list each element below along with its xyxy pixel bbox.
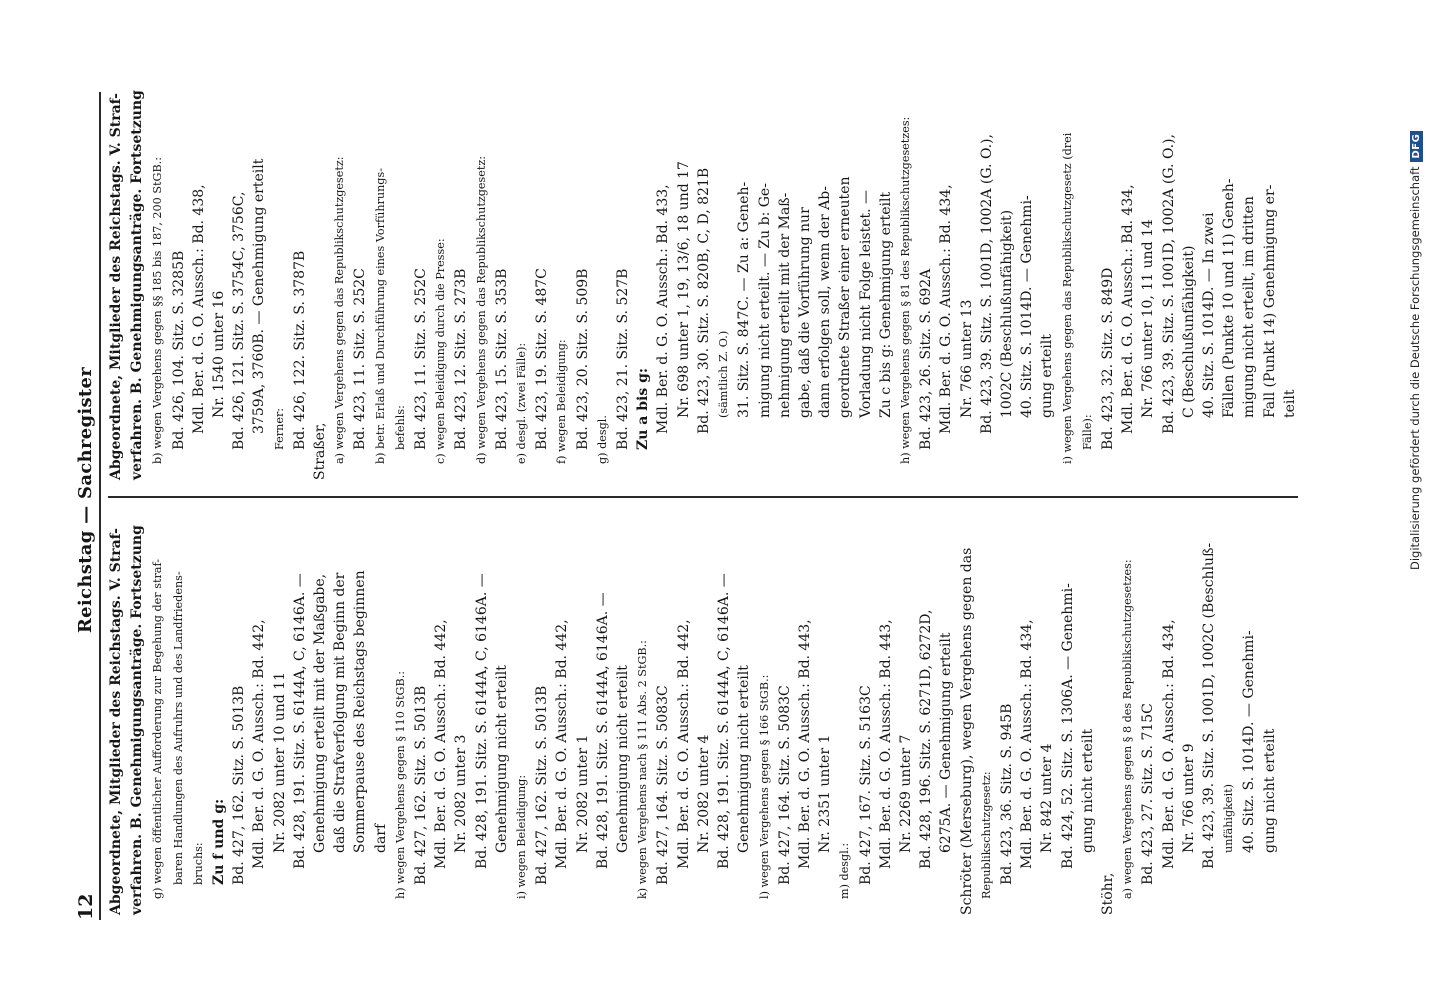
index-entry-line: l) wegen Vergehens gegen § 166 StGB.: xyxy=(757,674,771,899)
index-entry-line: Mdl. Ber. d. G. O. Aussch.: Bd. 442, xyxy=(433,619,450,869)
column-divider xyxy=(108,496,1298,498)
running-head: Reichstag — Sachregister xyxy=(75,366,96,634)
index-entry-line: Genehmigung nicht erteilt xyxy=(493,665,510,853)
index-entry-line: e) desgl. (zwei Fälle): xyxy=(515,342,529,464)
header-rule xyxy=(99,92,101,920)
index-entry-line: Bd. 427, 162. Sitz. S. 5013B xyxy=(534,685,551,885)
index-entry-line: Nr. 2082 unter 3 xyxy=(453,734,470,853)
index-entry-line: Bd. 427, 164. Sitz. S. 5083C xyxy=(655,685,672,885)
index-entry-line: Bd. 423, 12. Sitz. S. 273B xyxy=(453,268,470,450)
index-entry-line: Bd. 427, 167. Sitz. S. 5163C xyxy=(857,685,874,885)
index-entry-line: Bd. 428, 191. Sitz. S. 6144A, C, 6146A. — xyxy=(716,573,733,869)
index-entry-line: unfähigkeit) xyxy=(1222,783,1236,853)
index-entry-line: (sämtlich Z. O.) xyxy=(717,330,731,418)
index-entry-line: Nr. 2082 unter 10 und 11 xyxy=(271,672,288,853)
index-entry-line: Bd. 423, 39. Sitz. S. 1001D, 1002A (G. O.), xyxy=(978,134,995,434)
index-entry-line: darf xyxy=(372,823,389,853)
right-column-heading: Abgeordnete, Mitglieder des Reichstags. V. Straf- xyxy=(108,93,124,480)
index-entry-line: gung nicht erteilt xyxy=(1261,728,1278,853)
index-entry-line: Mdl. Ber. d. G. O. Aussch.: Bd. 443, xyxy=(877,619,894,869)
index-entry-line: Fall (Punkt 14) Genehmigung er- xyxy=(1261,184,1278,418)
index-entry-line: Bd. 423, 36. Sitz. S. 945B xyxy=(998,703,1015,885)
right-column xyxy=(106,75,1300,480)
index-entry-line: a) wegen Vergehens gegen das Republikschutzgesetz: xyxy=(333,156,347,464)
index-entry-line: bruchs: xyxy=(191,842,205,885)
index-entry-line: Ferner: xyxy=(272,407,286,450)
index-entry-line: Mdl. Ber. d. G. O. Aussch.: Bd. 442, xyxy=(675,619,692,869)
index-entry-line: Bd. 423, 20. Sitz. S. 509B xyxy=(574,268,591,450)
index-entry-line: dann erfolgen soll, wenn der Ab- xyxy=(817,186,834,418)
index-entry-line: a) wegen Vergehens gegen § 8 des Republikschutzgesetzes: xyxy=(1121,559,1135,899)
index-entry-line: Bd. 423, 19. Sitz. S. 487C xyxy=(534,268,551,450)
index-entry-line: 40. Sitz. S. 1014D. — Genehmi- xyxy=(1241,630,1258,853)
index-entry-line: baren Handlungen des Aufruhrs und des Landfriedens- xyxy=(171,571,185,885)
index-entry-line: C (Beschlußunfähigkeit) xyxy=(1180,245,1197,418)
index-entry-line: Bd. 423, 11. Sitz. S. 252C xyxy=(413,268,430,450)
index-entry-line: h) wegen Vergehens gegen § 81 des Republikschutzgesetzes: xyxy=(898,116,912,464)
index-entry-line: Nr. 2269 unter 7 xyxy=(897,734,914,853)
index-entry-line: Schröter (Merseburg), wegen Vergehens gegen das xyxy=(958,547,975,915)
index-entry-line: Fällen (Punkte 10 und 11) Geneh- xyxy=(1221,178,1238,418)
index-entry-line: migung nicht erteilt. — Zu b: Ge- xyxy=(756,183,773,418)
index-entry-line: Stöhr, xyxy=(1099,872,1116,915)
index-entry-line: 40. Sitz. S. 1014D. — Genehmi- xyxy=(1019,195,1036,418)
index-entry-line: Zu a bis g: xyxy=(635,367,652,450)
index-entry-line: Bd. 428, 191. Sitz. S. 6144A, 6146A. — xyxy=(594,592,611,869)
index-entry-line: f) wegen Beleidigung: xyxy=(555,339,569,464)
index-entry-line: Straßer, xyxy=(312,422,329,480)
index-entry-line: daß die Strafverfolgung mit Beginn der xyxy=(332,572,349,853)
index-entry-line: Mdl. Ber. d. G. O. Aussch.: Bd. 434, xyxy=(938,184,955,434)
index-entry-line: i) wegen Beleidigung: xyxy=(515,774,529,899)
index-entry-line: Bd. 423, 39. Sitz. S. 1001D, 1002A (G. O.), xyxy=(1160,134,1177,434)
index-entry-line: gabe, daß die Vorführung nur xyxy=(796,207,813,418)
index-entry-line: h) wegen Vergehens gegen § 110 StGB.: xyxy=(393,670,407,899)
index-entry-line: Bd. 426, 104. Sitz. S. 3285B xyxy=(170,250,187,450)
index-entry-line: Mdl. Ber. d. G. O. Aussch.: Bd. 443, xyxy=(796,619,813,869)
index-entry-line: Bd. 427, 164. Sitz. S. 5083C xyxy=(776,685,793,885)
index-entry-line: Mdl. Ber. d. G. O. Aussch.: Bd. 442, xyxy=(251,619,268,869)
index-entry-line: Bd. 423, 26. Sitz. S. 692A xyxy=(918,268,935,450)
right-column-subheading: verfahren. B. Genehmigungsanträge. Fortsetzung xyxy=(129,90,146,480)
index-entry-line: Nr. 2082 unter 1 xyxy=(574,734,591,853)
digitization-footer xyxy=(1408,0,1428,570)
left-column xyxy=(106,510,1280,915)
dfg-logo: DFG xyxy=(1410,131,1423,162)
digitization-note: Digitalisierung gefördert durch die Deutsche Forschungsgemeinschaft xyxy=(1408,166,1422,570)
index-entry-line: Republikschutzgesetz: xyxy=(979,771,993,899)
index-entry-line: Zu c bis g: Genehmigung erteilt xyxy=(877,191,894,418)
index-entry-line: Fälle): xyxy=(1080,414,1094,450)
index-entry-line: teilt xyxy=(1281,389,1298,418)
index-entry-line: Bd. 423, 21. Sitz. S. 527B xyxy=(615,268,632,450)
index-entry-line: Bd. 426, 121. Sitz. S. 3754C, 3756C, xyxy=(231,191,248,450)
index-entry-line: gung erteilt xyxy=(1039,334,1056,418)
left-column-subheading: verfahren. B. Genehmigungsanträge. Fortsetzung xyxy=(129,525,146,915)
index-entry-line: 31. Sitz. S. 847C. — Zu a: Geneh- xyxy=(736,181,753,418)
index-entry-line: Bd. 428, 191. Sitz. S. 6144A, C, 6146A. — xyxy=(291,573,308,869)
index-entry-line: Sommerpause des Reichstags beginnen xyxy=(352,570,369,853)
index-entry-line: Bd. 423, 15. Sitz. S. 353B xyxy=(493,268,510,450)
index-entry-line: Nr. 766 unter 13 xyxy=(958,299,975,418)
index-entry-line: Genehmigung erteilt mit der Maßgabe, xyxy=(312,573,329,853)
index-entry-line: Nr. 2082 unter 4 xyxy=(695,734,712,853)
index-entry-line: nehmigung erteilt mit der Maß- xyxy=(776,192,793,418)
index-entry-line: Bd. 423, 11. Sitz. S. 252C xyxy=(352,268,369,450)
index-entry-line: m) desgl.: xyxy=(838,842,852,899)
index-entry-line: geordnete Straßer einer erneuten xyxy=(837,176,854,418)
index-entry-line: Nr. 698 unter 1, 19, 13/6, 18 und 17 xyxy=(675,161,692,418)
index-entry-line: Bd. 423, 39. Sitz. S. 1001D, 1002C (Beschluß- xyxy=(1200,542,1217,869)
index-entry-line: 6275A. — Genehmigung erteilt xyxy=(938,632,955,853)
index-entry-line: Bd. 423, 32. Sitz. S. 849D xyxy=(1099,267,1116,450)
index-entry-line: Bd. 428, 191. Sitz. S. 6144A, C, 6146A. — xyxy=(473,573,490,869)
index-entry-line: d) wegen Vergehens gegen das Republikschutzgesetz: xyxy=(474,155,488,464)
index-entry-line: Bd. 426, 122. Sitz. S. 3787B xyxy=(291,250,308,450)
index-entry-line: Nr. 1540 unter 16 xyxy=(211,290,228,418)
index-entry-line: Bd. 427, 162. Sitz. S. 5013B xyxy=(231,685,248,885)
index-entry-line: Nr. 842 unter 4 xyxy=(1039,743,1056,853)
index-entry-line: befehls: xyxy=(393,405,407,450)
index-entry-line: Mdl. Ber. d. G. O. Aussch.: Bd. 434, xyxy=(1160,619,1177,869)
left-column-entries xyxy=(148,510,1279,915)
index-entry-line: Mdl. Ber. d. G. O. Aussch.: Bd. 433, xyxy=(655,184,672,434)
index-entry-line: b) betr. Erlaß und Durchführung eines Vorführungs- xyxy=(373,168,387,464)
index-entry-line: Mdl. Ber. d. G. O. Aussch.: Bd. 442, xyxy=(554,619,571,869)
index-entry-line: c) wegen Beleidigung durch die Presse: xyxy=(434,238,448,464)
index-entry-line: g) wegen öffentlicher Aufforderung zur Begehung der straf- xyxy=(151,559,165,899)
index-entry-line: Bd. 423, 27. Sitz. S. 715C xyxy=(1140,703,1157,885)
index-entry-line: gung nicht erteilt xyxy=(1079,728,1096,853)
index-entry-line: k) wegen Vergehens nach § 111 Abs. 2 StGB.: xyxy=(636,640,650,899)
right-column-entries xyxy=(148,75,1300,480)
index-entry-line: Nr. 766 unter 10, 11 und 14 xyxy=(1140,219,1157,418)
index-entry-line: i) wegen Vergehens gegen das Republikschutzgesetz (drei xyxy=(1060,132,1074,464)
index-entry-line: Genehmigung nicht erteilt xyxy=(736,665,753,853)
index-entry-line: Bd. 428, 196. Sitz. S. 6271D, 6272D, xyxy=(918,609,935,869)
index-entry-line: Nr. 2351 unter 1 xyxy=(817,734,834,853)
index-entry-line: 1002C (Beschlußunfähigkeit) xyxy=(998,209,1015,418)
index-entry-line: Genehmigung nicht erteilt xyxy=(615,665,632,853)
index-entry-line: Bd. 427, 162. Sitz. S. 5013B xyxy=(413,685,430,885)
index-entry-line: g) desgl. xyxy=(595,415,609,464)
left-column-heading: Abgeordnete, Mitglieder des Reichstags. V. Straf- xyxy=(108,528,124,915)
index-entry-line: b) wegen Vergehens gegen §§ 185 bis 187, 200 StGB.: xyxy=(151,157,165,464)
index-entry-line: Bd. 424, 52. Sitz. S. 1306A. — Genehmi- xyxy=(1059,583,1076,869)
index-entry-line: Nr. 766 unter 9 xyxy=(1180,743,1197,853)
index-entry-line: Zu f und g: xyxy=(211,798,228,885)
index-entry-line: Vorladung nicht Folge leistet. — xyxy=(857,189,874,418)
index-entry-line: 3759A, 3760B. — Genehmigung erteilt xyxy=(251,158,268,434)
index-entry-line: 40. Sitz. S. 1014D. — In zwei xyxy=(1200,212,1217,418)
index-entry-line: Bd. 423, 30. Sitz. S. 820B, C, D, 821B xyxy=(695,167,712,434)
index-entry-line: Mdl. Ber. d. G. O. Aussch.: Bd. 434, xyxy=(1120,184,1137,434)
index-entry-line: Mdl. Ber. d. G. O. Aussch.: Bd. 434, xyxy=(1019,619,1036,869)
index-entry-line: migung nicht erteilt, im dritten xyxy=(1241,196,1258,418)
index-entry-line: Mdl. Ber. d. G. O. Aussch.: Bd. 438, xyxy=(190,184,207,434)
page-number: 12 xyxy=(75,893,97,920)
